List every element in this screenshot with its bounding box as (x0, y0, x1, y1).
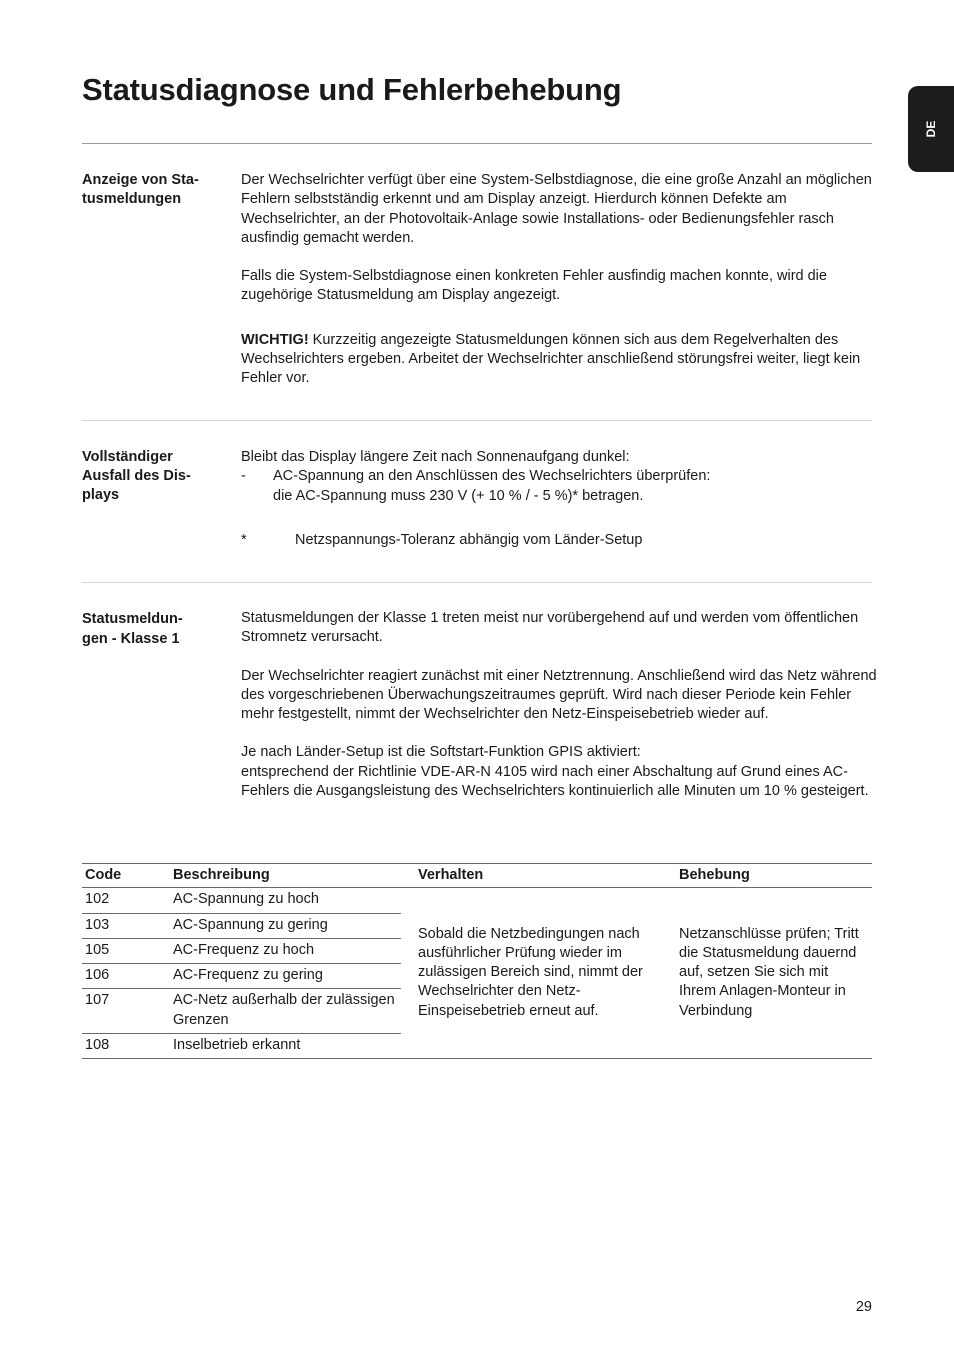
language-tab (908, 86, 954, 172)
status-code-table (82, 863, 872, 1059)
description-cell: Inselbetrieb erkannt (173, 1037, 301, 1054)
code-cell: 102 (82, 888, 170, 913)
section-heading-class-1: Statusmeldun- gen - Klasse 1 (82, 611, 183, 647)
behavior-cell: Sobald die Netzbedingungen nach ausführlicher Prüfung wieder im zulässigen Bereich sind, nimmt der Wechselrichter den Netz-Einspeisebetrieb erneut auf. (418, 925, 643, 1019)
section-body-class-1 (241, 609, 877, 801)
language-tab-label: DE (924, 120, 938, 138)
section-body-status-display (241, 171, 877, 389)
paragraph: Statusmeldungen der Klasse 1 treten meist nur vorübergehend auf und werden vom öffentlichen Stromnetz verursacht. (241, 610, 859, 646)
column-header-description: Beschreibung (170, 864, 401, 888)
column-header-code: Code (82, 864, 170, 888)
section-divider (82, 420, 872, 421)
gpis-line: Je nach Länder-Setup ist die Softstart-Funktion GPIS aktiviert: (241, 744, 641, 761)
section-divider (82, 582, 872, 583)
paragraph: Der Wechselrichter verfügt über eine System-Selbstdiagnose, die eine große Anzahl an möglichen Fehlern selbstständig erkennt und am Display anzeigt. Hierdurch können Defekte am Wechselrichter, an der Photovoltaik-Anlage sowie Installations- oder Bedienungsfehler rasch ausfindig gemacht werden. (241, 172, 872, 246)
description-cell: AC-Spannung zu hoch (170, 888, 401, 913)
page-title: Statusdiagnose und Fehlerbehebung (82, 72, 622, 107)
intro: Bleibt das Display längere Zeit nach Sonnenaufgang dunkel: (241, 449, 630, 465)
code-cell: 103 (82, 913, 170, 938)
description-cell: AC-Netz außerhalb der zulässigen Grenzen (170, 989, 401, 1034)
remedy-cell: Netzanschlüsse prüfen; Tritt die Statusmeldung dauernd auf, setzen Sie sich mit Ihrem Anlagen-Monteur in Verbindung (679, 925, 859, 1019)
paragraph: Falls die System-Selbstdiagnose einen konkreten Fehler ausfindig machen konnte, wird die zugehörige Statusmeldung am Display angezeigt. (241, 268, 827, 304)
table-row (82, 888, 872, 913)
description-cell: AC-Spannung zu gering (170, 913, 401, 938)
important-label: WICHTIG! (241, 331, 309, 348)
paragraph: Der Wechselrichter reagiert zunächst mit einer Netztrennung. Anschließend wird das Netz während des vorgeschriebenen Überwachungszeitraumes geprüft. Wird nach dieser Periode kein Fehler mehr festgestellt, nimmt der Wechselrichter den Netz-Einspeisebetrieb wieder auf. (241, 667, 877, 723)
code-cell: 105 (82, 938, 170, 963)
page-number: 29 (855, 1299, 872, 1315)
section-divider (82, 143, 872, 144)
section-body-display-failure (241, 448, 877, 550)
footnote: * Netzspannungs-Toleranz abhängig vom Länder-Setup (241, 531, 877, 550)
table-header-row (82, 864, 872, 888)
bullet-item: - AC-Spannung an den Anschlüssen des Wechselrichters überprüfen: die AC-Spannung muss 230 V (+ 10 % / - 5 %)* betragen. (241, 468, 711, 504)
important-note (241, 331, 877, 389)
section-heading-display-failure: Vollständiger Ausfall des Dis- plays (82, 449, 191, 503)
description-cell: AC-Frequenz zu gering (170, 964, 401, 989)
gpis-detail: entsprechend der Richtlinie VDE-AR-N 4105 wird nach einer Abschaltung auf Grund eines AC-Fehlers die Ausgangsleistung des Wechselrichters kontinuierlich alle Minuten um 10 % gesteigert. (241, 763, 869, 800)
footnote-mark: * (241, 531, 247, 548)
section-heading-status-display: Anzeige von Sta- tusmeldungen (82, 172, 199, 207)
important-text: Kurzzeitig angezeigte Statusmeldungen können sich aus dem Regelverhalten des Wechselrichters ergeben. Arbeitet der Wechselrichter anschließend störungsfrei weiter, liegt kein Fehler vor. (241, 331, 861, 387)
code-cell: 108 (85, 1037, 110, 1054)
bullet-mark: - (241, 468, 246, 485)
column-header-behavior: Verhalten (401, 864, 662, 888)
description-cell: AC-Frequenz zu hoch (170, 938, 401, 963)
code-cell: 107 (82, 989, 170, 1034)
column-header-remedy: Behebung (662, 864, 872, 888)
code-cell: 106 (82, 964, 170, 989)
